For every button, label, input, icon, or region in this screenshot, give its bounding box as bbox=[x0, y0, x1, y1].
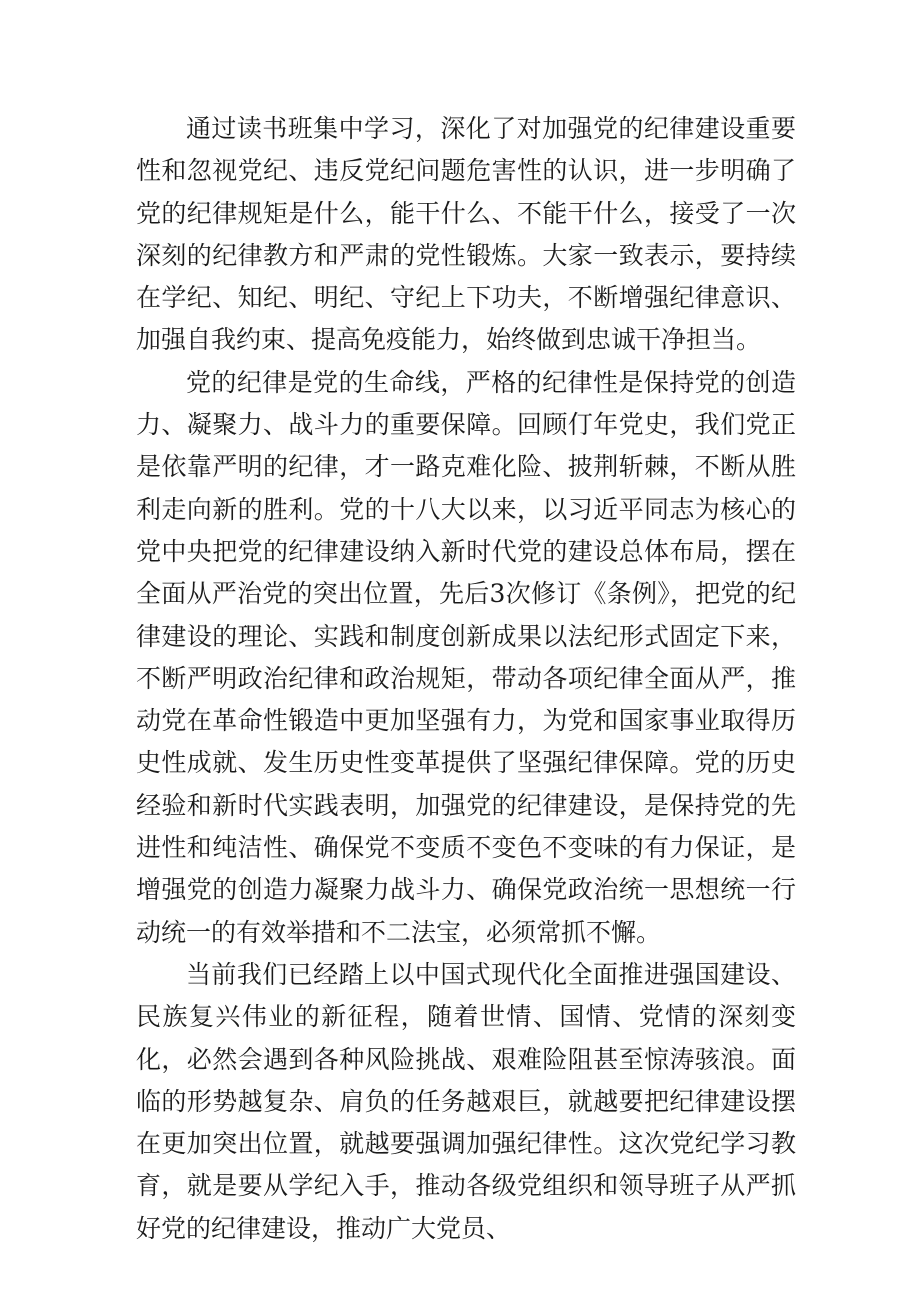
paragraph-3: 当前我们已经踏上以中国式现代化全面推进强国建设、民族复兴伟业的新征程，随着世情、国情、党情的深刻变化，必然会遇到各种风险挑战、艰难险阻甚至惊涛骇浪。面临的形势越复杂、肩负的任务越艰巨，就越要把纪律建设摆在更加突出位置，就越要强调加强纪律性。这次党纪学习教育，就是要从学纪入手，推动各级党组织和领导班子从严抓好党的纪律建设，推动广大党员、 bbox=[136, 959, 796, 1243]
paragraph-2: 党的纪律是党的生命线，严格的纪律性是保持党的创造力、凝聚力、战斗力的重要保障。回顾仃年党史，我们党正是依靠严明的纪律，才一路克难化险、披荆斩棘，不断从胜利走向新的胜利。党的十八大以来，以习近平同志为核心的党中央把党的纪律建设纳入新时代党的建设总体布局，摆在全面从严治党的突出位置，先后3次修订《条例》，把党的纪律建设的理论、实践和制度创新成果以法纪形式固定下来，不断严明政治纪律和政治规矩，带动各项纪律全面从严，推动党在革命性锻造中更加坚强有力，为党和国家事业取得历史性成就、发生历史性变革提供了坚强纪律保障。党的历史经验和新时代实践表明，加强党的纪律建设，是保持党的先进性和纯洁性、确保党不变质不变色不变味的有力保证，是增强党的创造力凝聚力战斗力、确保党政治统一思想统一行动统一的有效举措和不二法宝，必须常抓不懈。 bbox=[136, 367, 796, 947]
document-body bbox=[136, 108, 796, 1250]
paragraph-1: 通过读书班集中学习，深化了对加强党的纪律建设重要性和忽视党纪、违反党纪问题危害性的认识，进一步明确了党的纪律规矩是什么，能干什么、不能干什么，接受了一次深刻的纪律教方和严肃的党性锻炼。大家一致表示，要持续在学纪、知纪、明纪、守纪上下功夫，不断增强纪律意识、加强自我约束、提高免疫能力，始终做到忠诚干净担当。 bbox=[136, 114, 796, 355]
